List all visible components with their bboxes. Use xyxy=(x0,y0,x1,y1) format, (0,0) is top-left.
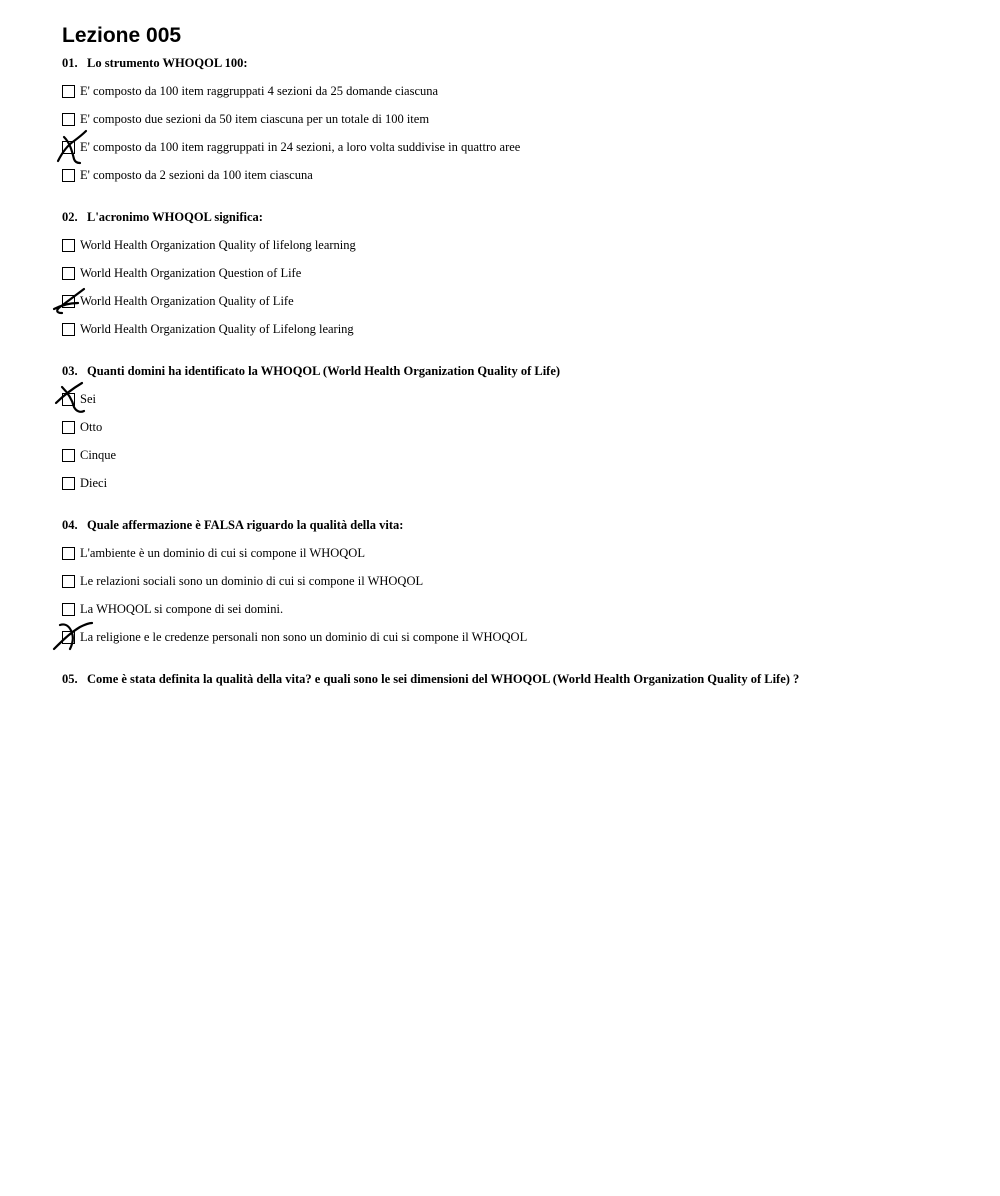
question-5 xyxy=(62,671,962,687)
answer-option[interactable] xyxy=(62,567,962,595)
answer-checkbox[interactable] xyxy=(62,393,75,406)
answer-label: World Health Organization Quality of Lifelong learing xyxy=(80,321,354,336)
answer-checkbox[interactable] xyxy=(62,323,75,336)
answer-option[interactable] xyxy=(62,287,962,315)
lesson-title: Lezione 005 xyxy=(62,24,182,47)
answer-option[interactable] xyxy=(62,441,962,469)
answer-option[interactable] xyxy=(62,231,962,259)
answer-label: E' composto da 2 sezioni da 100 item ciascuna xyxy=(80,167,313,182)
answer-option[interactable] xyxy=(62,385,962,413)
answer-options xyxy=(62,385,962,497)
question-4 xyxy=(62,517,962,651)
answer-checkbox[interactable] xyxy=(62,267,75,280)
question-text: Quanti domini ha identificato la WHOQOL (World Health Organization Quality of Life) xyxy=(87,364,561,378)
answer-option[interactable] xyxy=(62,469,962,497)
question-text: Come è stata definita la qualità della vita? e quali sono le sei dimensioni del WHOQOL (World Health Organization Quality of Life) ? xyxy=(87,672,800,686)
question-number: 01. xyxy=(62,56,78,70)
answer-checkbox[interactable] xyxy=(62,603,75,616)
answer-option[interactable] xyxy=(62,77,962,105)
question-heading xyxy=(62,517,962,533)
answer-checkbox[interactable] xyxy=(62,113,75,126)
answer-label: L'ambiente è un dominio di cui si compone il WHOQOL xyxy=(80,545,365,560)
question-list xyxy=(62,55,962,687)
answer-option[interactable] xyxy=(62,133,962,161)
answer-option[interactable] xyxy=(62,161,962,189)
question-text: L'acronimo WHOQOL significa: xyxy=(87,210,263,224)
answer-label: World Health Organization Quality of Life xyxy=(80,293,294,308)
question-number: 02. xyxy=(62,210,78,224)
answer-label: Cinque xyxy=(80,447,117,462)
answer-label: La WHOQOL si compone di sei domini. xyxy=(80,601,284,616)
answer-checkbox[interactable] xyxy=(62,85,75,98)
answer-option[interactable] xyxy=(62,623,962,651)
question-heading xyxy=(62,363,962,379)
answer-label: E' composto due sezioni da 50 item ciascuna per un totale di 100 item xyxy=(80,111,430,126)
answer-option[interactable] xyxy=(62,105,962,133)
answer-checkbox[interactable] xyxy=(62,421,75,434)
question-heading xyxy=(62,671,962,687)
question-3 xyxy=(62,363,962,497)
answer-options xyxy=(62,539,962,651)
quiz-page xyxy=(62,22,962,707)
answer-label: Otto xyxy=(80,419,103,434)
question-number: 04. xyxy=(62,518,78,532)
answer-checkbox[interactable] xyxy=(62,477,75,490)
answer-option[interactable] xyxy=(62,259,962,287)
answer-checkbox[interactable] xyxy=(62,575,75,588)
answer-label: La religione e le credenze personali non sono un dominio di cui si compone il WHOQOL xyxy=(80,629,528,644)
answer-option[interactable] xyxy=(62,595,962,623)
answer-checkbox[interactable] xyxy=(62,141,75,154)
answer-label: E' composto da 100 item raggruppati in 24 sezioni, a loro volta suddivise in quattro aree xyxy=(80,139,521,154)
answer-label: World Health Organization Question of Life xyxy=(80,265,302,280)
answer-option[interactable] xyxy=(62,315,962,343)
question-number: 03. xyxy=(62,364,78,378)
answer-option[interactable] xyxy=(62,539,962,567)
answer-checkbox[interactable] xyxy=(62,295,75,308)
answer-label: E' composto da 100 item raggruppati 4 sezioni da 25 domande ciascuna xyxy=(80,83,439,98)
answer-label: Sei xyxy=(80,391,96,406)
answer-label: Le relazioni sociali sono un dominio di cui si compone il WHOQOL xyxy=(80,573,424,588)
question-text: Quale affermazione è FALSA riguardo la qualità della vita: xyxy=(87,518,404,532)
answer-label: World Health Organization Quality of lifelong learning xyxy=(80,237,356,252)
question-2 xyxy=(62,209,962,343)
answer-label: Dieci xyxy=(80,475,108,490)
answer-checkbox[interactable] xyxy=(62,547,75,560)
answer-options xyxy=(62,77,962,189)
answer-checkbox[interactable] xyxy=(62,169,75,182)
answer-options xyxy=(62,231,962,343)
answer-option[interactable] xyxy=(62,413,962,441)
answer-checkbox[interactable] xyxy=(62,239,75,252)
question-heading xyxy=(62,209,962,225)
question-number: 05. xyxy=(62,672,78,686)
question-1 xyxy=(62,55,962,189)
answer-checkbox[interactable] xyxy=(62,449,75,462)
question-heading xyxy=(62,55,962,71)
question-text: Lo strumento WHOQOL 100: xyxy=(87,56,248,70)
answer-checkbox[interactable] xyxy=(62,631,75,644)
